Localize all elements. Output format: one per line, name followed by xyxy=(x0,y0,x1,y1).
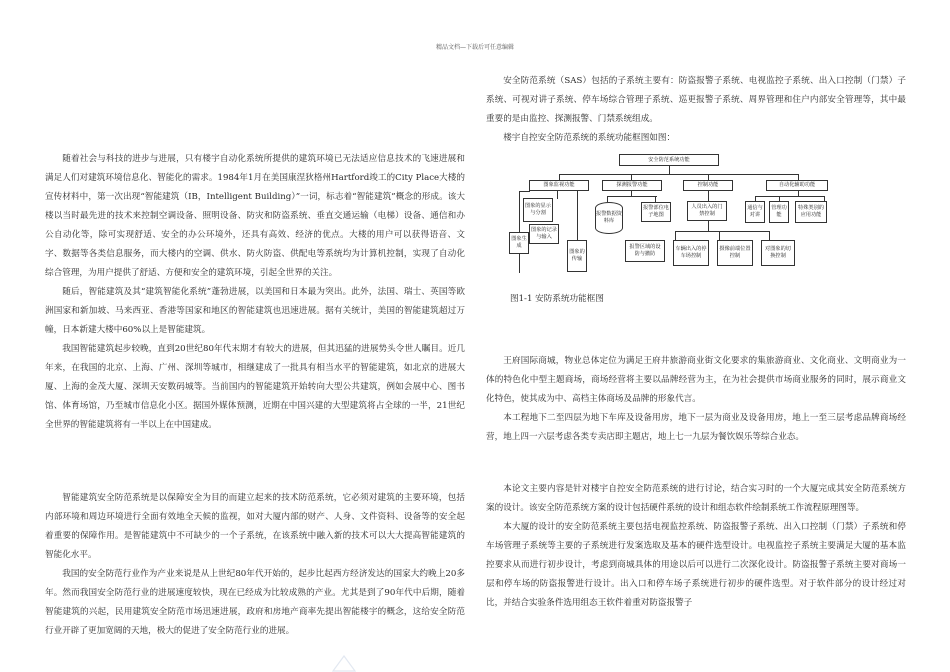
diagram-root: 安全防范系统功能 xyxy=(619,154,719,166)
g3-item: 摄像前端位置控制 xyxy=(717,240,753,266)
connector xyxy=(755,196,825,197)
connector xyxy=(708,191,709,201)
thesis-content-section xyxy=(486,480,906,613)
g3-item: 人员出入的门禁控制 xyxy=(687,201,727,221)
connector xyxy=(559,174,799,175)
group-control: 控制功能 xyxy=(683,180,733,191)
paragraph: 我国智能建筑起步较晚，直到20世纪80年代末期才有较大的进展，但其迅猛的进展势头令世人瞩目。近几年来，在我国的北京、上海、广州、深圳等城市，相继建成了一批具有相当水平的智能建筑，如北京的进展大厦、上海的金茂大厦、深圳天安数码城等。当前国内的智能建筑开始转向大型公共建筑，例如会展中心、图书馆、体育场馆，乃至城市信息化小区。据国外媒体预测，近期在中国兴建的大型建筑将占全球的一半，21世纪全世界的智能建筑将有一半以上在中国建成。 xyxy=(45,344,465,430)
paragraph: 智能建筑安全防范系统是以保障安全为目的而建立起来的技术防范系统，它必须对建筑的主要环境，包括内部环境和周边环境进行全面有效地全天候的监视，如对大厦内部的财产、人身、文件资料、设备等的安全起着重要的保障作用。是智能建筑中不可缺少的一个子系统，在该系统中融入新的技术可以大大提高智能建筑的智能化水平。 xyxy=(45,493,465,560)
g4-item: 通信与对讲 xyxy=(745,201,765,223)
g1-item: 图象生成 xyxy=(509,232,529,254)
paragraph: 安全防范系统（SAS）包括的子系统主要有：防盗报警子系统、电视监控子系统、出入口控制（门禁）子系统、可视对讲子系统、停车场综合管理子系统、巡更报警子系统、周界管理和住户内部安全管理等，其中最重要的是由监控、探测报警、门禁系统组成。 xyxy=(486,76,906,124)
connector xyxy=(675,231,770,232)
paragraph: 我国的安全防范行业作为产业来说是从上世纪80年代开始的，起步比起西方经济发达的国家大约晚上20多年。然而我国安全防范行业的进展速度较快，现在已经成为比较成熟的产业。尤其是到了90年代中后期，随着智能建筑的兴起，民用建筑安全防范市场迅速进展，政府和房地产商率先提出智能楼宇的概念，这给安全防范行业开辟了更加宽阔的天地，极大的促进了安全防范行业的进展。 xyxy=(45,569,465,636)
g3-item: 车辆出入的停车场控制 xyxy=(673,240,709,266)
paragraph: 随后，智能建筑及其“建筑智能化系统”蓬勃进展，以美国和日本最为突出。此外，法国、瑞士、英国等欧洲国家和新加坡、马来西亚、香港等国家和地区的智能建筑也迅速进展。据有关统计，美国的智能建筑超过万幢，日本新建大楼中60%以上是智能建筑。 xyxy=(45,287,465,335)
project-overview-section xyxy=(486,352,906,447)
connector xyxy=(669,166,670,174)
connector xyxy=(577,191,578,240)
group-image-monitor: 图象监视功能 xyxy=(529,180,589,191)
g1-item: 图象的记录与输入 xyxy=(529,224,559,244)
connector xyxy=(519,191,530,192)
g2-database: 报警数据资料库 xyxy=(595,202,623,234)
paragraph: 本论文主要内容是针对楼宇自控安全防范系统的进行讨论，结合实习时的一个大厦完成其安全防范系统方案的设计。该安全防范系统方案的设计包括硬件系统的设计和组态软件绘制系统工作流程原理图等。 xyxy=(486,484,906,513)
security-intro-section xyxy=(45,489,465,641)
connector xyxy=(607,196,657,197)
connector xyxy=(719,231,720,240)
g1-item: 图象的显示与分割 xyxy=(523,198,553,222)
g4-item: 特殊类别的应用功能 xyxy=(795,201,827,223)
paragraph: 本工程地下二至四层为地下车库及设备用房，地下一层为商业及设备用房，地上一至三层考虑品牌商场经营，地上四一六层考虑各类专卖店即主题店，地上七一九层为餐饮娱乐等综合业态。 xyxy=(486,413,906,442)
paragraph: 楼宇自控安全防范系统的系统功能框图如图： xyxy=(503,133,676,143)
figure-caption: 图1-1 安防系统功能框图 xyxy=(510,294,604,304)
connector xyxy=(557,191,558,199)
intro-section xyxy=(45,150,465,435)
group-detection-alarm: 探测报警功能 xyxy=(602,180,662,191)
watermark-icon xyxy=(332,655,356,672)
header-note: 精品文档—下载后可任意编辑 xyxy=(435,44,514,51)
group-auxiliary: 自动化辅助功能 xyxy=(766,180,828,191)
connector xyxy=(675,231,676,240)
g3-item: 对图象的切换控制 xyxy=(761,240,795,266)
g2-item: 报警区域的设防与撤防 xyxy=(625,240,665,262)
g1-item: 图象的传输 xyxy=(567,240,587,272)
sas-section xyxy=(486,72,906,148)
g2-item: 报警部位电子地图 xyxy=(641,202,671,222)
paragraph: 随着社会与科技的进步与进展，只有楼宇自动化系统所提供的建筑环境已无法适应信息技术的飞速进展和满足人们对建筑环境信息化、智能化的需求。1984年1月在美国康涅狄格州Hartford竣工的City Place大楼的宣传材料中，第一次出现“智能建筑（IB，Intelligent Building）”一词，标志着“智能建筑”概念的形成。该大楼以当时最先进的技术来控制空调设备、照明设备、防灾和防盗系统、垂直交通运输（电梯）设备、通信和办公自动化等，除可实现舒适、安全的办公环境外，还具有高效、经济的优点。大楼的用户可以获得语音、文字、数据等各类信息服务，而大楼内的空调、供水、防火防盗、供配电等系统均为计算机控制，实现了自动化综合管理，为用户提供了舒适、方便和安全的建筑环境，引起全世界的关注。 xyxy=(45,154,465,278)
security-function-diagram xyxy=(507,152,827,284)
connector xyxy=(708,221,709,231)
g4-item: 管理功能 xyxy=(769,201,789,223)
paragraph: 王府国际商城，物业总体定位为满足王府井旅游商业街文化要求的集旅游商业、文化商业、文明商业为一体的特色化中型主题商场，商场经营将主要以品牌经营为主，在为社会提供市场商业服务的同时，展示商业文化特色，使其成为中、高档主体商场及品牌的形象代言。 xyxy=(486,356,906,404)
paragraph: 本大厦的设计的安全防范系统主要包括电视监控系统、防盗报警子系统、出入口控制（门禁）子系统和停车场管理子系统等主要的子系统进行发案选取及基本的硬件选型设计。电视监控子系统主要满足大厦的基本监控要求从而进行初步设计，考虑到商城具体的用途以后可以进行二次深化设计。防盗报警子系统主要对商场一层和停车场的防盗报警进行设计。出入口和停车场子系统进行初步的硬件选型。对于软件部分的设计经过对比，并结合实验条件选用组态王软件着重对防盗报警子 xyxy=(486,522,906,608)
connector xyxy=(769,231,770,240)
